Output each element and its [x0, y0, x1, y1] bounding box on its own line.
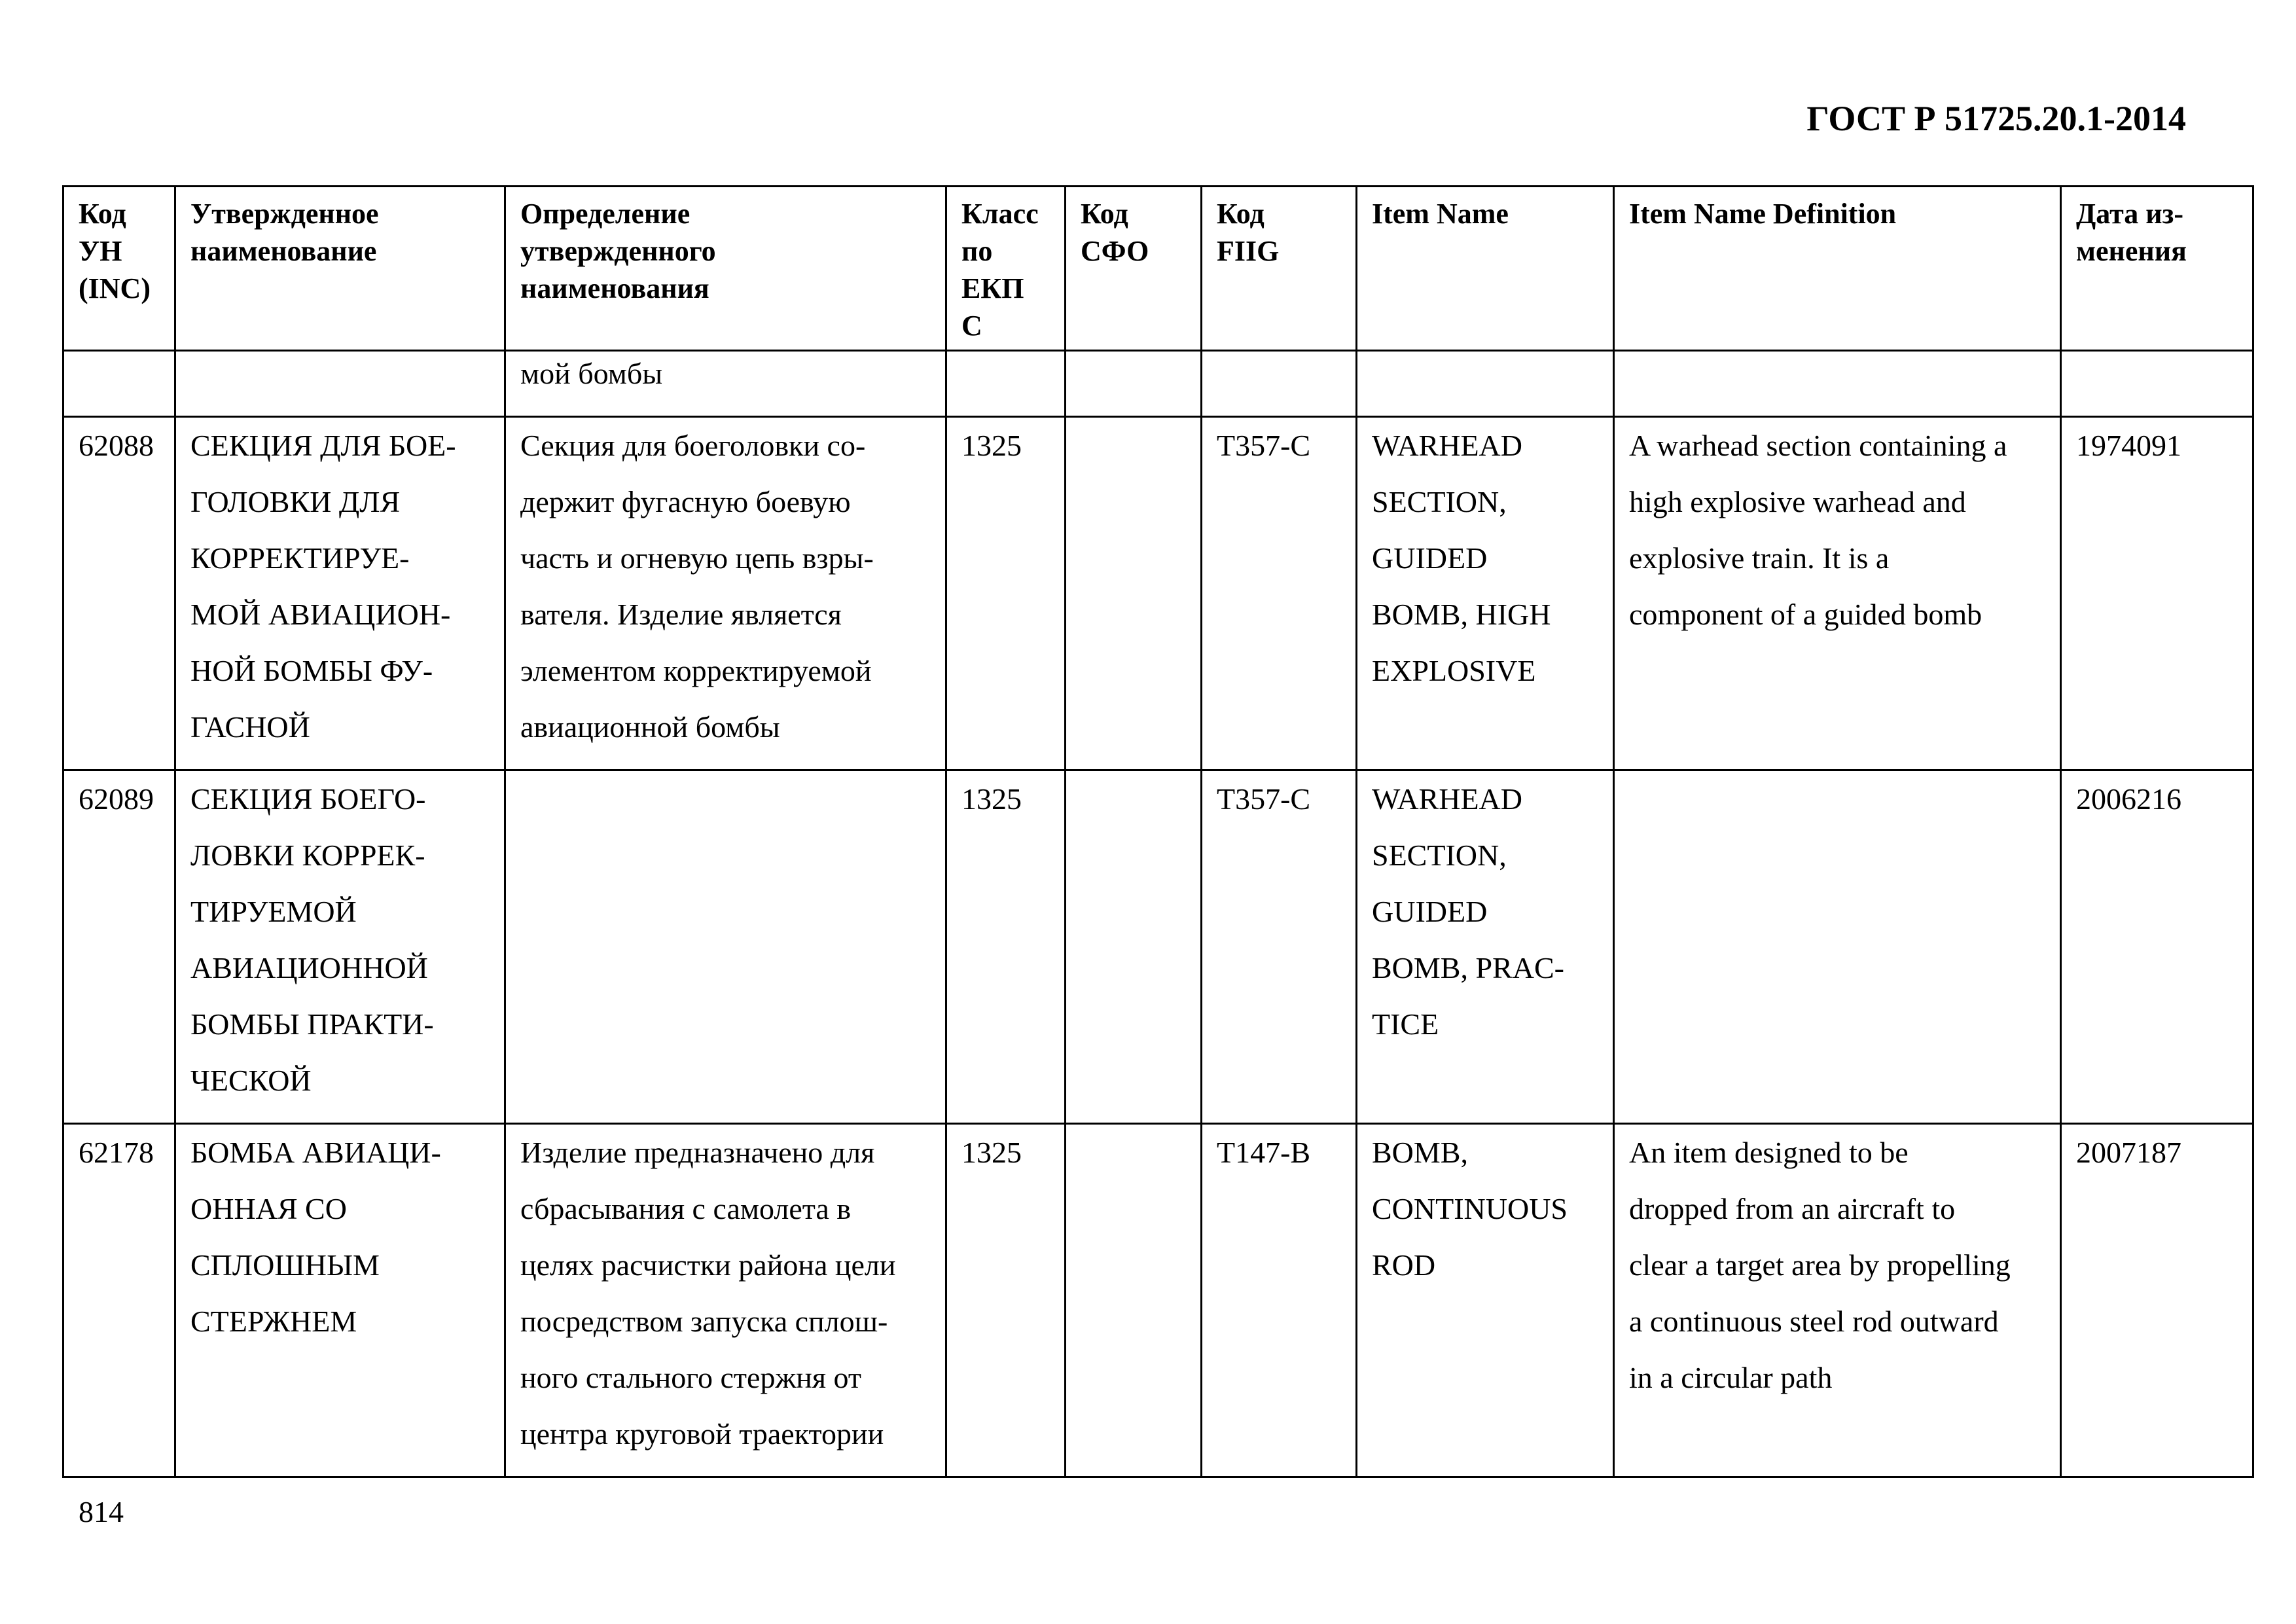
cell-date — [2061, 351, 2253, 417]
header-inc: Код УН (INC) — [63, 187, 175, 351]
cell-inc: 62089 — [63, 770, 175, 1124]
header-class: Класс по ЕКП С — [946, 187, 1066, 351]
cell-item-name: BOMB, CONTINUOUS ROD — [1357, 1124, 1614, 1477]
cell-definition: мой бомбы — [505, 351, 946, 417]
cell-definition: Изделие предназначено для сбрасывания с самолета в целях расчистки района цели посредством запуска сплош- ного стального стержня от центра круговой траектории — [505, 1124, 946, 1477]
page-number: 814 — [79, 1495, 124, 1528]
catalog-table — [62, 185, 2254, 1478]
cell-name — [175, 351, 505, 417]
cell-name: СЕКЦИЯ БОЕГО- ЛОВКИ КОРРЕК- ТИРУЕМОЙ АВИАЦИОННОЙ БОМБЫ ПРАКТИ- ЧЕСКОЙ — [175, 770, 505, 1124]
header-approved-name: Утвержденное наименование — [175, 187, 505, 351]
cell-definition — [505, 770, 946, 1124]
cell-class — [946, 351, 1066, 417]
cell-item-definition — [1614, 770, 2061, 1124]
cell-inc: 62178 — [63, 1124, 175, 1477]
cell-date: 2006216 — [2061, 770, 2253, 1124]
cell-item-definition: A warhead section containing a high explosive warhead and explosive train. It is a component of a guided bomb — [1614, 417, 2061, 770]
table-row — [63, 417, 2253, 770]
header-change-date: Дата из- менения — [2061, 187, 2253, 351]
cell-item-definition — [1614, 351, 2061, 417]
document-title: ГОСТ Р 51725.20.1-2014 — [1806, 99, 2186, 138]
header-item-name-definition: Item Name Definition — [1614, 187, 2061, 351]
cell-class: 1325 — [946, 1124, 1066, 1477]
table-header-row — [63, 187, 2253, 351]
table-row — [63, 1124, 2253, 1477]
cell-class: 1325 — [946, 770, 1066, 1124]
cell-inc: 62088 — [63, 417, 175, 770]
cell-definition: Секция для боеголовки со- держит фугасную боевую часть и огневую цепь взры- вателя. Изделие является элементом корректируемой авиационной бомбы — [505, 417, 946, 770]
cell-item-definition: An item designed to be dropped from an aircraft to clear a target area by propelling a continuous steel rod outward in a circular path — [1614, 1124, 2061, 1477]
cell-item-name — [1357, 351, 1614, 417]
cell-sfo — [1066, 770, 1202, 1124]
cell-sfo — [1066, 1124, 1202, 1477]
cell-fiig: T357-C — [1202, 417, 1357, 770]
continuation-row — [63, 351, 2253, 417]
header-fiig-code: Код FIIG — [1202, 187, 1357, 351]
table-row — [63, 770, 2253, 1124]
cell-date: 1974091 — [2061, 417, 2253, 770]
cell-sfo — [1066, 417, 1202, 770]
cell-date: 2007187 — [2061, 1124, 2253, 1477]
cell-name: БОМБА АВИАЦИ- ОННАЯ СО СПЛОШНЫМ СТЕРЖНЕМ — [175, 1124, 505, 1477]
cell-inc — [63, 351, 175, 417]
cell-item-name: WARHEAD SECTION, GUIDED BOMB, PRAC- TICE — [1357, 770, 1614, 1124]
cell-item-name: WARHEAD SECTION, GUIDED BOMB, HIGH EXPLOSIVE — [1357, 417, 1614, 770]
header-item-name: Item Name — [1357, 187, 1614, 351]
cell-class: 1325 — [946, 417, 1066, 770]
cell-fiig: T357-C — [1202, 770, 1357, 1124]
header-name-definition-ru: Определение утвержденного наименования — [505, 187, 946, 351]
cell-fiig: T147-B — [1202, 1124, 1357, 1477]
cell-sfo — [1066, 351, 1202, 417]
header-sfo-code: Код СФО — [1066, 187, 1202, 351]
cell-fiig — [1202, 351, 1357, 417]
cell-name: СЕКЦИЯ ДЛЯ БОЕ- ГОЛОВКИ ДЛЯ КОРРЕКТИРУЕ- МОЙ АВИАЦИОН- НОЙ БОМБЫ ФУ- ГАСНОЙ — [175, 417, 505, 770]
